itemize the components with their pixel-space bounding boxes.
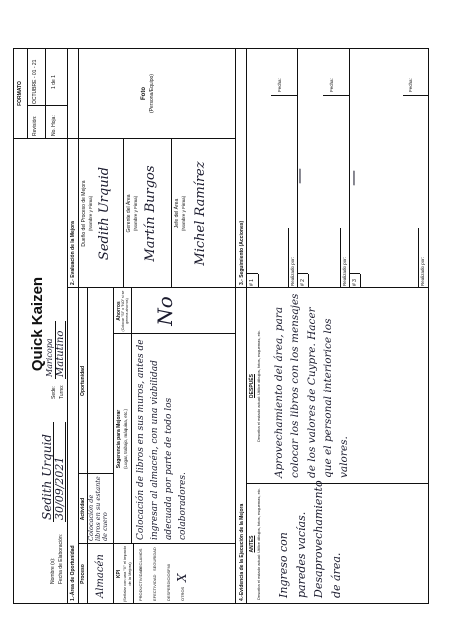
kpi-seguridad: SEGURIDAD (152, 547, 157, 571)
name-label: Nombre (s): (50, 557, 56, 584)
action-2-by-label: Realizado por: (342, 256, 347, 286)
action-2-num-box-right (297, 273, 308, 274)
kpi-efectividad: EFECTIVIDAD (152, 574, 157, 601)
suggestion-header: Sugerencia para Mejorar (116, 409, 122, 469)
shift-underline (65, 321, 66, 379)
action-1-num-box-right (246, 273, 258, 274)
chief-signature: Michel Ramírez (193, 161, 208, 266)
action-1-date-divider (271, 95, 297, 96)
section3-title: 3.- Seguimiento (Acciones) (239, 220, 245, 285)
action-2-number: # 2 (300, 279, 306, 286)
section1-bottom (235, 48, 236, 604)
site-value: Maricopa (45, 338, 54, 377)
process-value: Almacén (95, 554, 106, 598)
revision-value: OCTUBRE - 01 - 21 (32, 59, 38, 104)
action-3-number: # 3 (352, 279, 358, 286)
site-underline (55, 321, 56, 379)
section2-title: 2.- Evaluación de la Mejora (70, 221, 76, 285)
action-3-mark: — (343, 170, 362, 186)
manager-signature: Martín Burgos (143, 165, 158, 262)
name-value: Sedith Urquid (40, 434, 54, 520)
savings-sub: (Colocar "SI" o "NO" si se genera ahorros) (121, 290, 129, 332)
section1-title-line (78, 288, 79, 604)
process-col-divider (78, 543, 113, 544)
action-2-mark: — (289, 168, 308, 184)
action-3-date-label: Fecha: (408, 78, 413, 92)
chief-label: Jefe del Área (174, 198, 180, 229)
savings-header: Ahorros (116, 301, 122, 321)
action-1-number: # 1 (249, 279, 255, 286)
kpi-header-line (133, 544, 134, 604)
shift-value: Matutino (55, 330, 66, 377)
kpi-desperdicios: DESPERDICIOS (166, 570, 171, 601)
before-header: ANTES (249, 535, 255, 553)
owner-label: Dueño del Proceso de Mejora (81, 180, 87, 247)
action-3-date-divider (403, 95, 429, 96)
before-value: Ingreso con paredes vacías. Desaprovechamiento de área. (277, 480, 343, 598)
section1-title: 1.-Área de Oportunidad (70, 545, 76, 601)
action-3-num-box-right (349, 273, 360, 274)
format-col-divider (27, 105, 67, 106)
action-2-date-label: Fecha: (329, 78, 334, 92)
revision-label: Revisión: (32, 115, 38, 136)
process-row-bottom (113, 288, 114, 604)
kpi-productividad: PRODUCTIVIDAD (138, 567, 143, 601)
before-instruction: Describa el estado actual: Utilice dibujos, fotos, esquemas, etc. (256, 487, 261, 601)
kpi-mark: X (175, 573, 189, 582)
activity-header: Actividad (80, 497, 86, 521)
chief-sub: (Nombre y Firma) (181, 195, 186, 232)
action-2-by-line (340, 228, 341, 288)
sheet-label: No. Hoja: (51, 115, 57, 136)
after-instruction: Describa el estado actual: Utilice dibujos, fotos, esquemas, etc. (256, 329, 261, 443)
kpi-header: KPI (116, 569, 122, 579)
owner-row-line (123, 139, 124, 288)
process-header-line (87, 288, 88, 604)
name-underline (53, 422, 54, 522)
opportunity-header: Oportunidad (80, 366, 86, 396)
action-1-num-box-left (246, 287, 258, 288)
owner-sub: (Nombre y Firma) (88, 195, 93, 232)
savings-value: No (153, 296, 177, 326)
shift-label: Turno: (59, 384, 65, 399)
kpi-instruction: (Señalar con una "X" el impacto de la Mejora) (122, 545, 132, 603)
suggestion-sub: (Lugar, trabajo, máquina, etc.) (123, 408, 128, 470)
owner-signature: Sedith Urquid (97, 166, 112, 261)
site-label: Sede: (51, 385, 57, 399)
section2-title-line (78, 48, 79, 288)
format-row-2 (45, 48, 46, 139)
sheet-value: 1 de 1 (51, 75, 57, 89)
action-3-by-line (418, 228, 419, 288)
section3-title-line (246, 48, 247, 288)
date-label: Fecha de Elaboración: (58, 533, 64, 584)
action-2-date-divider (323, 95, 349, 96)
action-1-num-box-bottom (258, 274, 259, 288)
suggestion-header-line (131, 288, 132, 544)
format-row-1 (27, 48, 28, 139)
form-title: Quick Kaizen (29, 276, 46, 372)
manager-row-line (171, 139, 172, 288)
section4-title: 4.-Evidencia de la Ejecución de la Mejora (239, 503, 245, 601)
action-3-num-box-bottom (360, 274, 361, 288)
activity-value: Colocación de libros en su estante de cuero (87, 476, 110, 541)
form-border (13, 48, 429, 604)
process-header: Proceso (80, 564, 86, 584)
manager-sub: (Nombre y Firma) (133, 195, 138, 232)
action-2-bottom (349, 48, 350, 288)
kpi-fmi: FMI (166, 564, 171, 571)
date-underline (65, 422, 66, 522)
section4-title-line (246, 288, 247, 604)
after-header: DESPUÉS (249, 374, 255, 398)
quick-kaizen-form (13, 48, 429, 604)
action-1-date-label: Fecha: (277, 78, 282, 92)
photo-sub: (Persona/Equipo) (149, 74, 155, 113)
action-1-by-line (288, 228, 289, 288)
activity-col-divider (78, 473, 113, 474)
suggestion-value: Colocación de libros en sus muros, antes de ingresar al almacén, con una viabilidad adecuada por parte de todo los colaboradores. (136, 339, 188, 540)
format-label: FORMATO (17, 81, 23, 106)
action-2-num-box-bottom (308, 274, 309, 288)
action-3-by-label: Realizado por: (420, 256, 425, 286)
header-divider (67, 48, 68, 604)
date-value: 30/09/2021 (53, 456, 66, 520)
kpi-otros: OTROS (180, 586, 185, 601)
action-1-by-label: Realizado por: (290, 256, 295, 286)
manager-label: Gerente del Área (126, 194, 132, 233)
kpi-reclamos: RECLAMOS (138, 548, 143, 571)
after-value: Aprovechamiento del área, para colocar los libros con los mensajes de los valores de Cuypre. Hacer que el personal interiorice los valores. (273, 293, 351, 478)
before-after-divider (246, 483, 429, 484)
photo-label: Foto (141, 87, 147, 100)
